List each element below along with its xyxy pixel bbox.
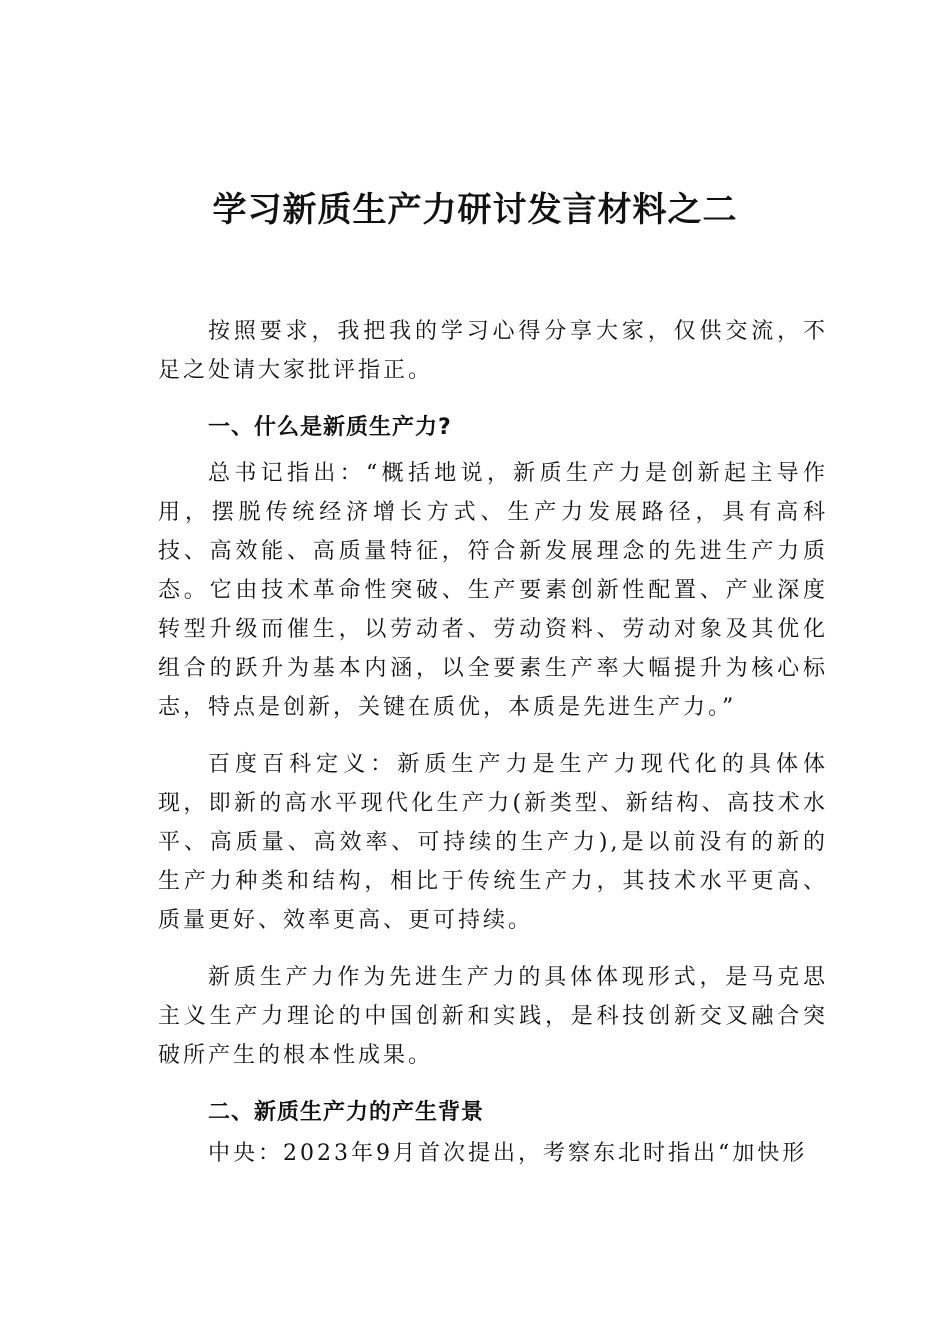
document-title: 学习新质生产力研讨发言材料之二 xyxy=(212,190,738,230)
document-body xyxy=(158,312,828,1169)
section-1-paragraph-2: 百度百科定义：新质生产力是生产力现代化的具体体现，即新的高水平现代化生产力(新类型、新结构、高技术水平、高质量、高效率、可持续的生产力),是以前没有的新的生产力种类和结构，相比于传统生产力，其技术水平更高、质量更好、效率更高、更可持续。 xyxy=(158,752,828,933)
intro-paragraph: 按照要求，我把我的学习心得分享大家，仅供交流，不足之处请大家批评指正。 xyxy=(158,319,828,383)
section-2-paragraph-1: 中央：2023年9月首次提出，考察东北时指出“加快形 xyxy=(208,1141,808,1166)
section-1-paragraph-3: 新质生产力作为先进生产力的具体体现形式，是马克思主义生产力理论的中国创新和实践，是科技创新交叉融合突破所产生的根本性成果。 xyxy=(158,965,828,1068)
section-1-heading: 一、什么是新质生产力? xyxy=(208,415,452,440)
section-1-paragraph-1: 总书记指出：“概括地说，新质生产力是创新起主导作用，摆脱传统经济增长方式、生产力发展路径，具有高科技、高效能、高质量特征，符合新发展理念的先进生产力质态。它由技术革命性突破、生产要素创新性配置、产业深度转型升级而催生，以劳动者、劳动资料、劳动对象及其优化组合的跃升为基本内涵，以全要素生产率大幅提升为核心标志，特点是创新，关键在质优，本质是先进生产力。” xyxy=(158,461,828,720)
section-2-heading: 二、新质生产力的产生背景 xyxy=(208,1100,485,1125)
